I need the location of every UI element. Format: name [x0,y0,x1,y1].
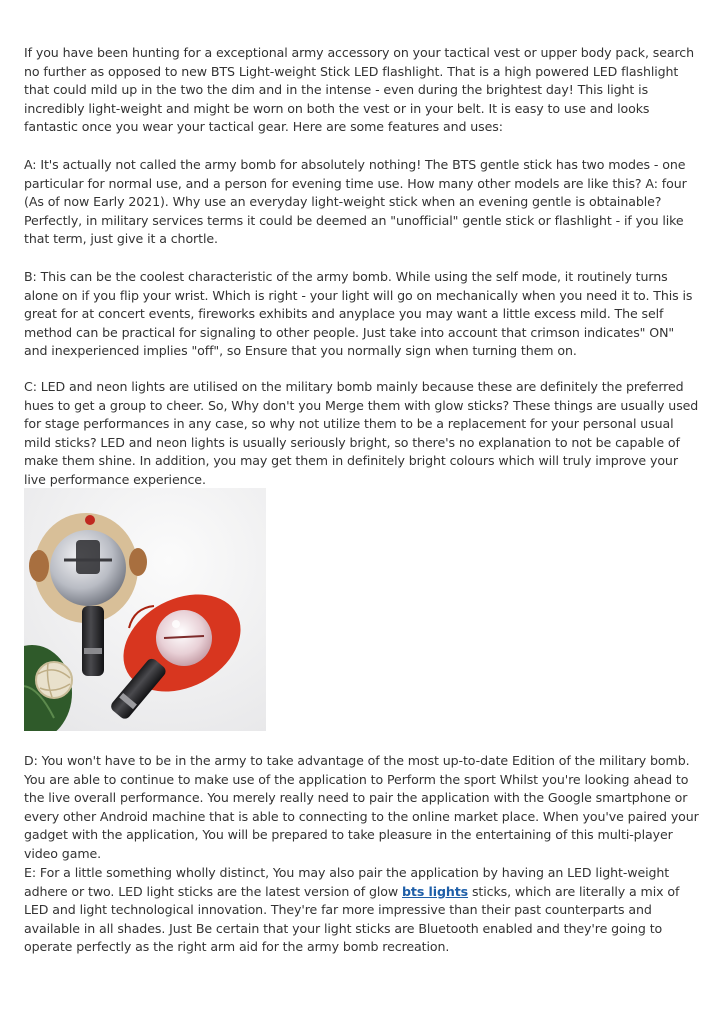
paragraph-e [24,864,700,957]
paragraph-c: C: LED and neon lights are utilised on the military bomb mainly because these are definitely the preferred hues to get a group to cheer. So, Why don't you Merge them with glow sticks? These things are usually used for stage performances in any case, so why not utilize them to be a replacement for your personal usual mild sticks? LED and neon lights is usually seriously bright, so there's no explanation to not be capable of make them shine. In addition, you may get them in definitely bright colours which will truly improve your live performance experience. [24,379,699,487]
paragraph-e-text-start: E: For a little something wholly distinct, You may also pair the application by having an LED light-weight adhere or two. LED light sticks are the latest version of glow [24,865,670,899]
paragraph-e-text-end: sticks, which are literally a mix of LED and light technological innovation. They're far more impressive than their past counterparts and available in all shades. Just Be certain that your light sticks are Bluetooth enabled and they're going to operate perfectly as the right arm aid for the army bomb recreation. [24,883,680,955]
paragraph-intro: If you have been hunting for a exceptional army accessory on your tactical vest or upper body pack, search no further as opposed to new BTS Light-weight Stick LED flashlight. That is a high powered LED flashlight that could mild up in the two the dim and in the intense - even during the brightest day! This light is incredibly light-weight and might be worn on both the vest or in your belt. It is easy to use and looks fantastic once you wear your tactical gear. Here are some features and uses: [24,45,694,135]
paragraph-d: D: You won't have to be in the army to take advantage of the most up-to-date Edition of the military bomb. You are able to continue to make use of the application to Perform the sport Whilst you're looking ahead to the live overall performance. You merely really need to pair the application with the Google smartphone or every other Android machine that is able to connecting to the online market place. When you've paired your gadget with the application, You will be prepared to take pleasure in the entertaining of this multi-player video game. [24,753,699,861]
paragraph-b: B: This can be the coolest characteristic of the army bomb. While using the self mode, it routinely turns alone on if you flip your wrist. Which is right - your light will go on mechanically when you need it to. This is great for at concert events, fireworks exhibits and anyplace you may want a little excess mild. The self method can be practical for signaling to other people. Just take into account that crimson indicates" ON" and inexperienced implies "off", so Ensure that you normally sign when turning them on. [24,269,693,359]
paragraph-a: A: It's actually not called the army bomb for absolutely nothing! The BTS gentle stick has two modes - one particular for normal use, and a person for evening time use. How many other models are like this? A: four (As of now Early 2021). Why use an everyday light-weight stick when an evening gentle is obtainable? Perfectly, in military services terms it could be deemed an "unofficial" gentle stick or flashlight - if you like that term, just give it a chortle. [24,157,687,247]
bts-lights-link[interactable]: bts lights [402,883,469,899]
lightstick-photo [24,488,266,731]
